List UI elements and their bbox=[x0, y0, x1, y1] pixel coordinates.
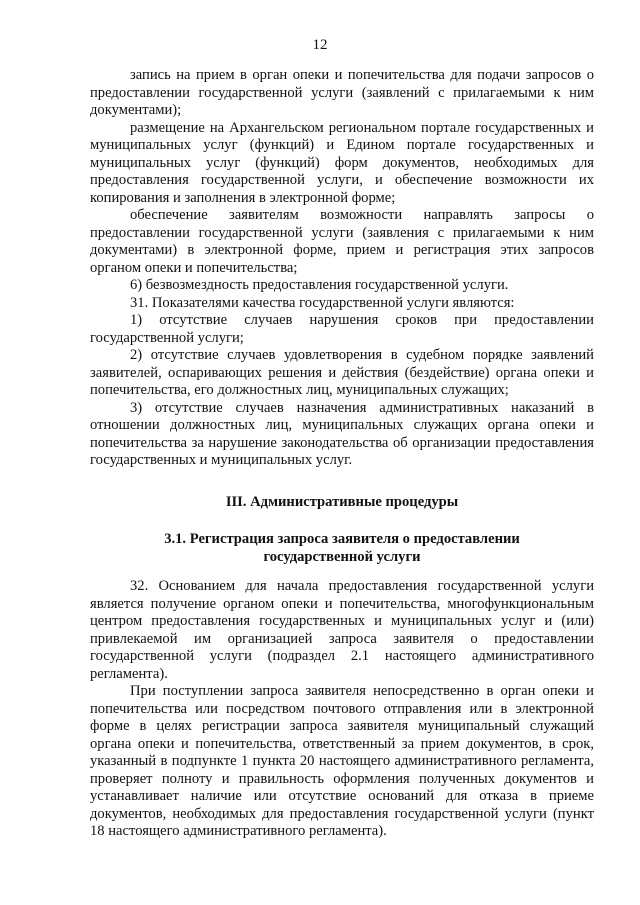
paragraph: 3) отсутствие случаев назначения административных наказаний в отношении должностных лиц, муниципальных служащих органа опеки и попечительства за нарушение законодательства об организации предоставления государственных и муниципальных услуг. bbox=[90, 399, 594, 468]
paragraph: При поступлении запроса заявителя непосредственно в орган опеки и попечительства или посредством почтового отправления или в электронной форме в целях регистрации запроса заявителя муниципальный служащий органа опеки и попечительства, ответственный за прием документов, в срок, указанный в подпункте 1 пункта 20 настоящего административного регламента, проверяет полноту и правильность оформления полученных документов и устанавливает наличие или отсутствие оснований для отказа в приеме документов, необходимых для предоставления государственной услуги (пункт 18 настоящего административного регламента). bbox=[90, 683, 594, 839]
paragraph: 2) отсутствие случаев удовлетворения в судебном порядке заявлений заявителей, оспаривающих решения и действия (бездействие) органа опеки и попечительства, его должностных лиц, муниципальных служащих; bbox=[90, 347, 594, 398]
subsection-heading-line1: 3.1. Регистрация запроса заявителя о предоставлении bbox=[164, 531, 520, 547]
paragraph: обеспечение заявителям возможности направлять запросы о предоставлении государственной услуги (заявления с прилагаемыми к ним документами) в электронной форме, прием и регистрация этих запросов органом опеки и попечительства; bbox=[90, 207, 594, 276]
paragraph: запись на прием в орган опеки и попечительства для подачи запросов о предоставлении государственной услуги (заявлений с прилагаемыми к ним документами); bbox=[90, 67, 594, 118]
paragraph: 31. Показателями качества государственной услуги являются: bbox=[130, 294, 515, 311]
paragraph: 6) безвозмездность предоставления государственной услуги. bbox=[130, 277, 509, 293]
paragraph: размещение на Архангельском региональном портале государственных и муниципальных услуг (функций) и Едином портале государственных и муниципальных услуг (функций) форм документов, необходимых для предоставления государственной услуги, и обеспечение возможности их копирования и заполнения в электронной форме; bbox=[90, 119, 594, 206]
quality-indicators-text bbox=[90, 67, 594, 470]
page-number: 12 bbox=[312, 37, 328, 53]
section-heading: III. Административные процедуры bbox=[225, 494, 459, 510]
paragraph: 32. Основанием для начала предоставления государственной услуги является получение органом опеки и попечительства, многофункциональным центром предоставления государственных и муниципальных услуг и (или) привлекаемой им организацией запроса заявителя о предоставлении государственной услуги (подраздел 2.1 настоящего административного регламента). bbox=[90, 578, 594, 682]
subsection-heading-line2: государственной услуги bbox=[263, 549, 421, 565]
registration-procedure-text bbox=[90, 578, 594, 841]
paragraph: 1) отсутствие случаев нарушения сроков при предоставлении государственной услуги; bbox=[90, 312, 594, 346]
